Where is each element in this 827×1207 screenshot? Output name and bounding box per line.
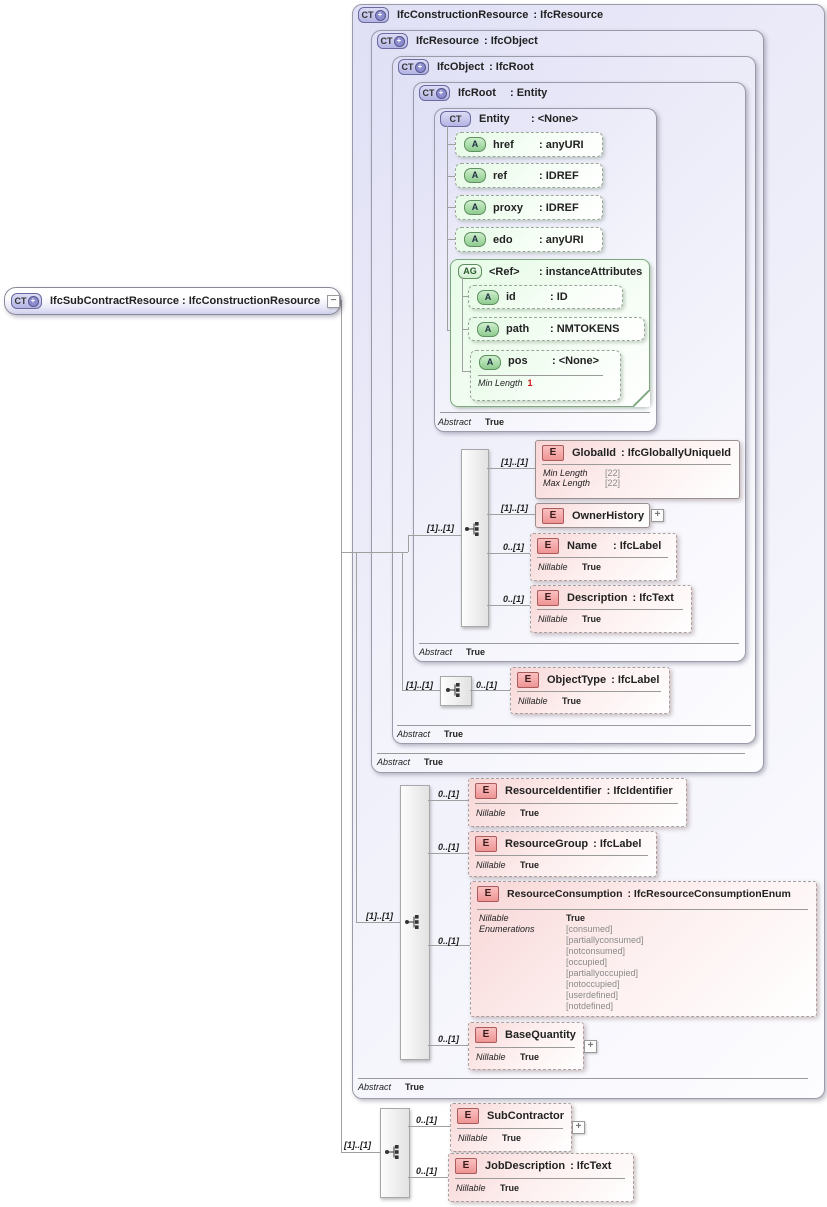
header-ifcresource <box>377 33 538 49</box>
cardinality-label: 0..[1] <box>438 842 460 852</box>
connector <box>447 144 455 145</box>
element-icon: E <box>457 1108 479 1124</box>
ct-plus-icon: + <box>394 36 405 47</box>
element-objecttype: E ObjectType : IfcLabel Nillable True <box>510 667 670 714</box>
abstract-footer: Abstract True <box>419 647 486 657</box>
cardinality-label: 0..[1] <box>438 1034 460 1044</box>
sequence-icon <box>384 1142 404 1162</box>
connector <box>462 278 463 371</box>
cardinality-label: [1]..[1] <box>366 911 393 921</box>
element-icon: E <box>542 445 564 461</box>
type-name: IfcConstructionResource <box>397 9 529 21</box>
element-basequantity: E BaseQuantity Nillable True <box>468 1022 584 1070</box>
notch <box>633 390 650 407</box>
nillable-row: Nillable True <box>476 860 540 870</box>
connector <box>408 1126 450 1127</box>
nillable-row: Nillable True <box>456 1183 520 1193</box>
root-node-label: IfcSubContractResource : IfcConstructionResource <box>50 295 321 307</box>
separator <box>475 855 648 856</box>
constraint-row: Min Length 1 <box>478 378 533 388</box>
element-globalid: E GlobalId : IfcGloballyUniqueId Min Length [22] Max Length [22] <box>535 440 740 499</box>
nillable-row: Nillable True <box>476 808 540 818</box>
separator <box>542 464 731 465</box>
separator <box>477 909 808 910</box>
element-ownerhistory: E OwnerHistory <box>535 503 650 528</box>
ct-plus-icon: + <box>375 10 386 21</box>
complex-type-icon: CT + <box>358 7 389 23</box>
footer-line <box>440 412 650 413</box>
footer-line <box>377 753 745 754</box>
element-icon: E <box>475 783 497 799</box>
element-icon: E <box>475 836 497 852</box>
nillable-row: Nillable True <box>538 562 602 572</box>
element-jobdescription: E JobDescription : IfcText Nillable True <box>448 1153 634 1202</box>
nillable-row: Nillable True <box>479 913 586 923</box>
connector <box>447 126 448 330</box>
separator <box>478 375 603 376</box>
cardinality-label: 0..[1] <box>438 936 460 946</box>
nillable-row: Nillable True <box>476 1052 540 1062</box>
attribute-icon: A <box>477 322 499 337</box>
cardinality-label: 0..[1] <box>416 1115 438 1125</box>
element-icon: E <box>477 886 499 902</box>
enumeration-row: [userdefined] <box>566 990 619 1000</box>
element-icon: E <box>537 538 559 554</box>
connector <box>428 800 468 801</box>
element-icon: E <box>455 1158 477 1174</box>
enumeration-row: Enumerations [consumed] <box>479 924 613 934</box>
enumeration-row: [occupied] <box>566 957 608 967</box>
cardinality-label: [1]..[1] <box>501 503 528 513</box>
constraint-row: Max Length [22] <box>543 478 621 488</box>
cardinality-label: 0..[1] <box>503 542 525 552</box>
connector <box>408 535 461 536</box>
sequence-icon <box>445 680 465 700</box>
attribute-edo: A edo : anyURI <box>455 227 603 252</box>
separator <box>475 803 678 804</box>
footer-line <box>397 725 751 726</box>
nillable-row: Nillable True <box>458 1133 522 1143</box>
element-subcontractor: E SubContractor Nillable True <box>450 1103 572 1152</box>
complex-type-icon: CT + <box>11 293 42 309</box>
cardinality-label: [1]..[1] <box>344 1140 371 1150</box>
element-icon: E <box>537 590 559 606</box>
separator <box>537 609 683 610</box>
footer-line <box>419 643 739 644</box>
attribute-group-header: AG <Ref> : instanceAttributes <box>458 264 642 279</box>
complex-type-icon: CT + <box>419 85 450 101</box>
enumeration-row: [notconsumed] <box>566 946 626 956</box>
expand-button[interactable]: + <box>572 1121 585 1134</box>
element-name: E Name : IfcLabel Nillable True <box>530 533 677 581</box>
expand-button[interactable]: + <box>584 1040 597 1053</box>
attribute-group-icon: AG <box>458 264 482 279</box>
separator <box>537 557 668 558</box>
attribute-icon: A <box>464 137 486 152</box>
header-entity <box>440 111 578 127</box>
base-type: : IfcResource <box>533 9 604 21</box>
connector <box>487 605 530 606</box>
collapse-button[interactable]: − <box>327 295 340 308</box>
enumeration-row: [notdefined] <box>566 1001 614 1011</box>
header-ifcconstructionresource <box>358 7 603 23</box>
cardinality-label: 0..[1] <box>503 594 525 604</box>
attribute-icon: A <box>477 290 499 305</box>
connector <box>447 176 455 177</box>
attribute-icon: A <box>464 168 486 183</box>
abstract-footer: Abstract True <box>358 1082 425 1092</box>
abstract-footer: Abstract True <box>438 417 505 427</box>
attribute-proxy: A proxy : IDREF <box>455 195 603 220</box>
base-type: : IfcObject <box>483 35 538 47</box>
ct-plus-icon: + <box>436 88 447 99</box>
attribute-icon: A <box>464 200 486 215</box>
separator <box>517 691 661 692</box>
sequence-icon <box>464 519 484 539</box>
attribute-path: A path : NMTOKENS <box>468 317 645 341</box>
attribute-href: A href : anyURI <box>455 132 603 157</box>
separator <box>475 1047 575 1048</box>
connector <box>402 552 403 690</box>
cardinality-label: [1]..[1] <box>406 680 433 690</box>
element-resourceconsumption: E ResourceConsumption : IfcResourceConsumptionEnum Nillable True Enumerations [consumed] [partiallyconsumed] [notconsumed] [occupied] [partiallyoccupied] [notoccupied] [userdefined] [notdefined] <box>470 881 817 1017</box>
cardinality-label: 0..[1] <box>416 1166 438 1176</box>
footer-line <box>358 1078 808 1079</box>
attribute-icon: A <box>479 355 501 370</box>
complex-type-icon: CT <box>440 111 471 127</box>
ct-plus-icon: + <box>415 62 426 73</box>
connector <box>487 514 535 515</box>
cardinality-label: 0..[1] <box>476 680 498 690</box>
ct-plus-icon: + <box>28 296 39 307</box>
connector <box>428 853 468 854</box>
base-type: : <None> <box>531 113 579 125</box>
root-node-ifcsubcontractresource <box>4 287 341 315</box>
base-type: : IfcRoot <box>489 61 534 73</box>
base-type: : Entity <box>510 87 548 99</box>
connector <box>462 371 470 372</box>
connector <box>408 535 409 552</box>
enumeration-row: [partiallyoccupied] <box>566 968 639 978</box>
connector <box>356 922 402 923</box>
enumeration-row: [notoccupied] <box>566 979 620 989</box>
attribute-pos: A pos : <None> <box>470 350 621 401</box>
complex-type-icon: CT + <box>377 33 408 49</box>
connector <box>408 1177 448 1178</box>
type-name: Entity <box>479 113 510 125</box>
separator <box>457 1128 563 1129</box>
cardinality-label: 0..[1] <box>438 789 460 799</box>
type-name: IfcResource <box>416 35 479 47</box>
element-resourceidentifier: E ResourceIdentifier : IfcIdentifier Nillable True <box>468 778 687 827</box>
attribute-icon: A <box>464 232 486 247</box>
enumeration-row: [partiallyconsumed] <box>566 935 644 945</box>
connector <box>470 690 510 691</box>
sequence-icon <box>404 912 424 932</box>
abstract-footer: Abstract True <box>397 729 464 739</box>
header-ifcroot <box>419 85 547 101</box>
type-name: IfcRoot <box>458 87 496 99</box>
element-icon: E <box>475 1027 497 1043</box>
nillable-row: Nillable True <box>518 696 582 706</box>
cardinality-label: [1]..[1] <box>501 457 528 467</box>
connector <box>341 1152 380 1153</box>
complex-type-icon: CT + <box>398 59 429 75</box>
connector <box>447 239 455 240</box>
nillable-row: Nillable True <box>538 614 602 624</box>
header-ifcobject <box>398 59 534 75</box>
element-icon: E <box>517 672 539 688</box>
separator <box>455 1178 625 1179</box>
constraint-row: Min Length [22] <box>543 468 621 478</box>
connector <box>402 690 440 691</box>
connector <box>341 552 408 553</box>
expand-button[interactable]: + <box>651 509 664 522</box>
connector <box>356 552 357 922</box>
abstract-footer: Abstract True <box>377 757 444 767</box>
attribute-id: A id : ID <box>468 285 623 309</box>
cardinality-label: [1]..[1] <box>427 523 454 533</box>
connector <box>447 207 455 208</box>
element-resourcegroup: E ResourceGroup : IfcLabel Nillable True <box>468 831 657 877</box>
element-description: E Description : IfcText Nillable True <box>530 585 692 633</box>
type-name: IfcObject <box>437 61 485 73</box>
connector <box>487 553 530 554</box>
connector <box>341 300 342 1152</box>
connector <box>487 468 535 469</box>
connector <box>428 1045 468 1046</box>
element-icon: E <box>542 508 564 524</box>
attribute-ref: A ref : IDREF <box>455 163 603 188</box>
